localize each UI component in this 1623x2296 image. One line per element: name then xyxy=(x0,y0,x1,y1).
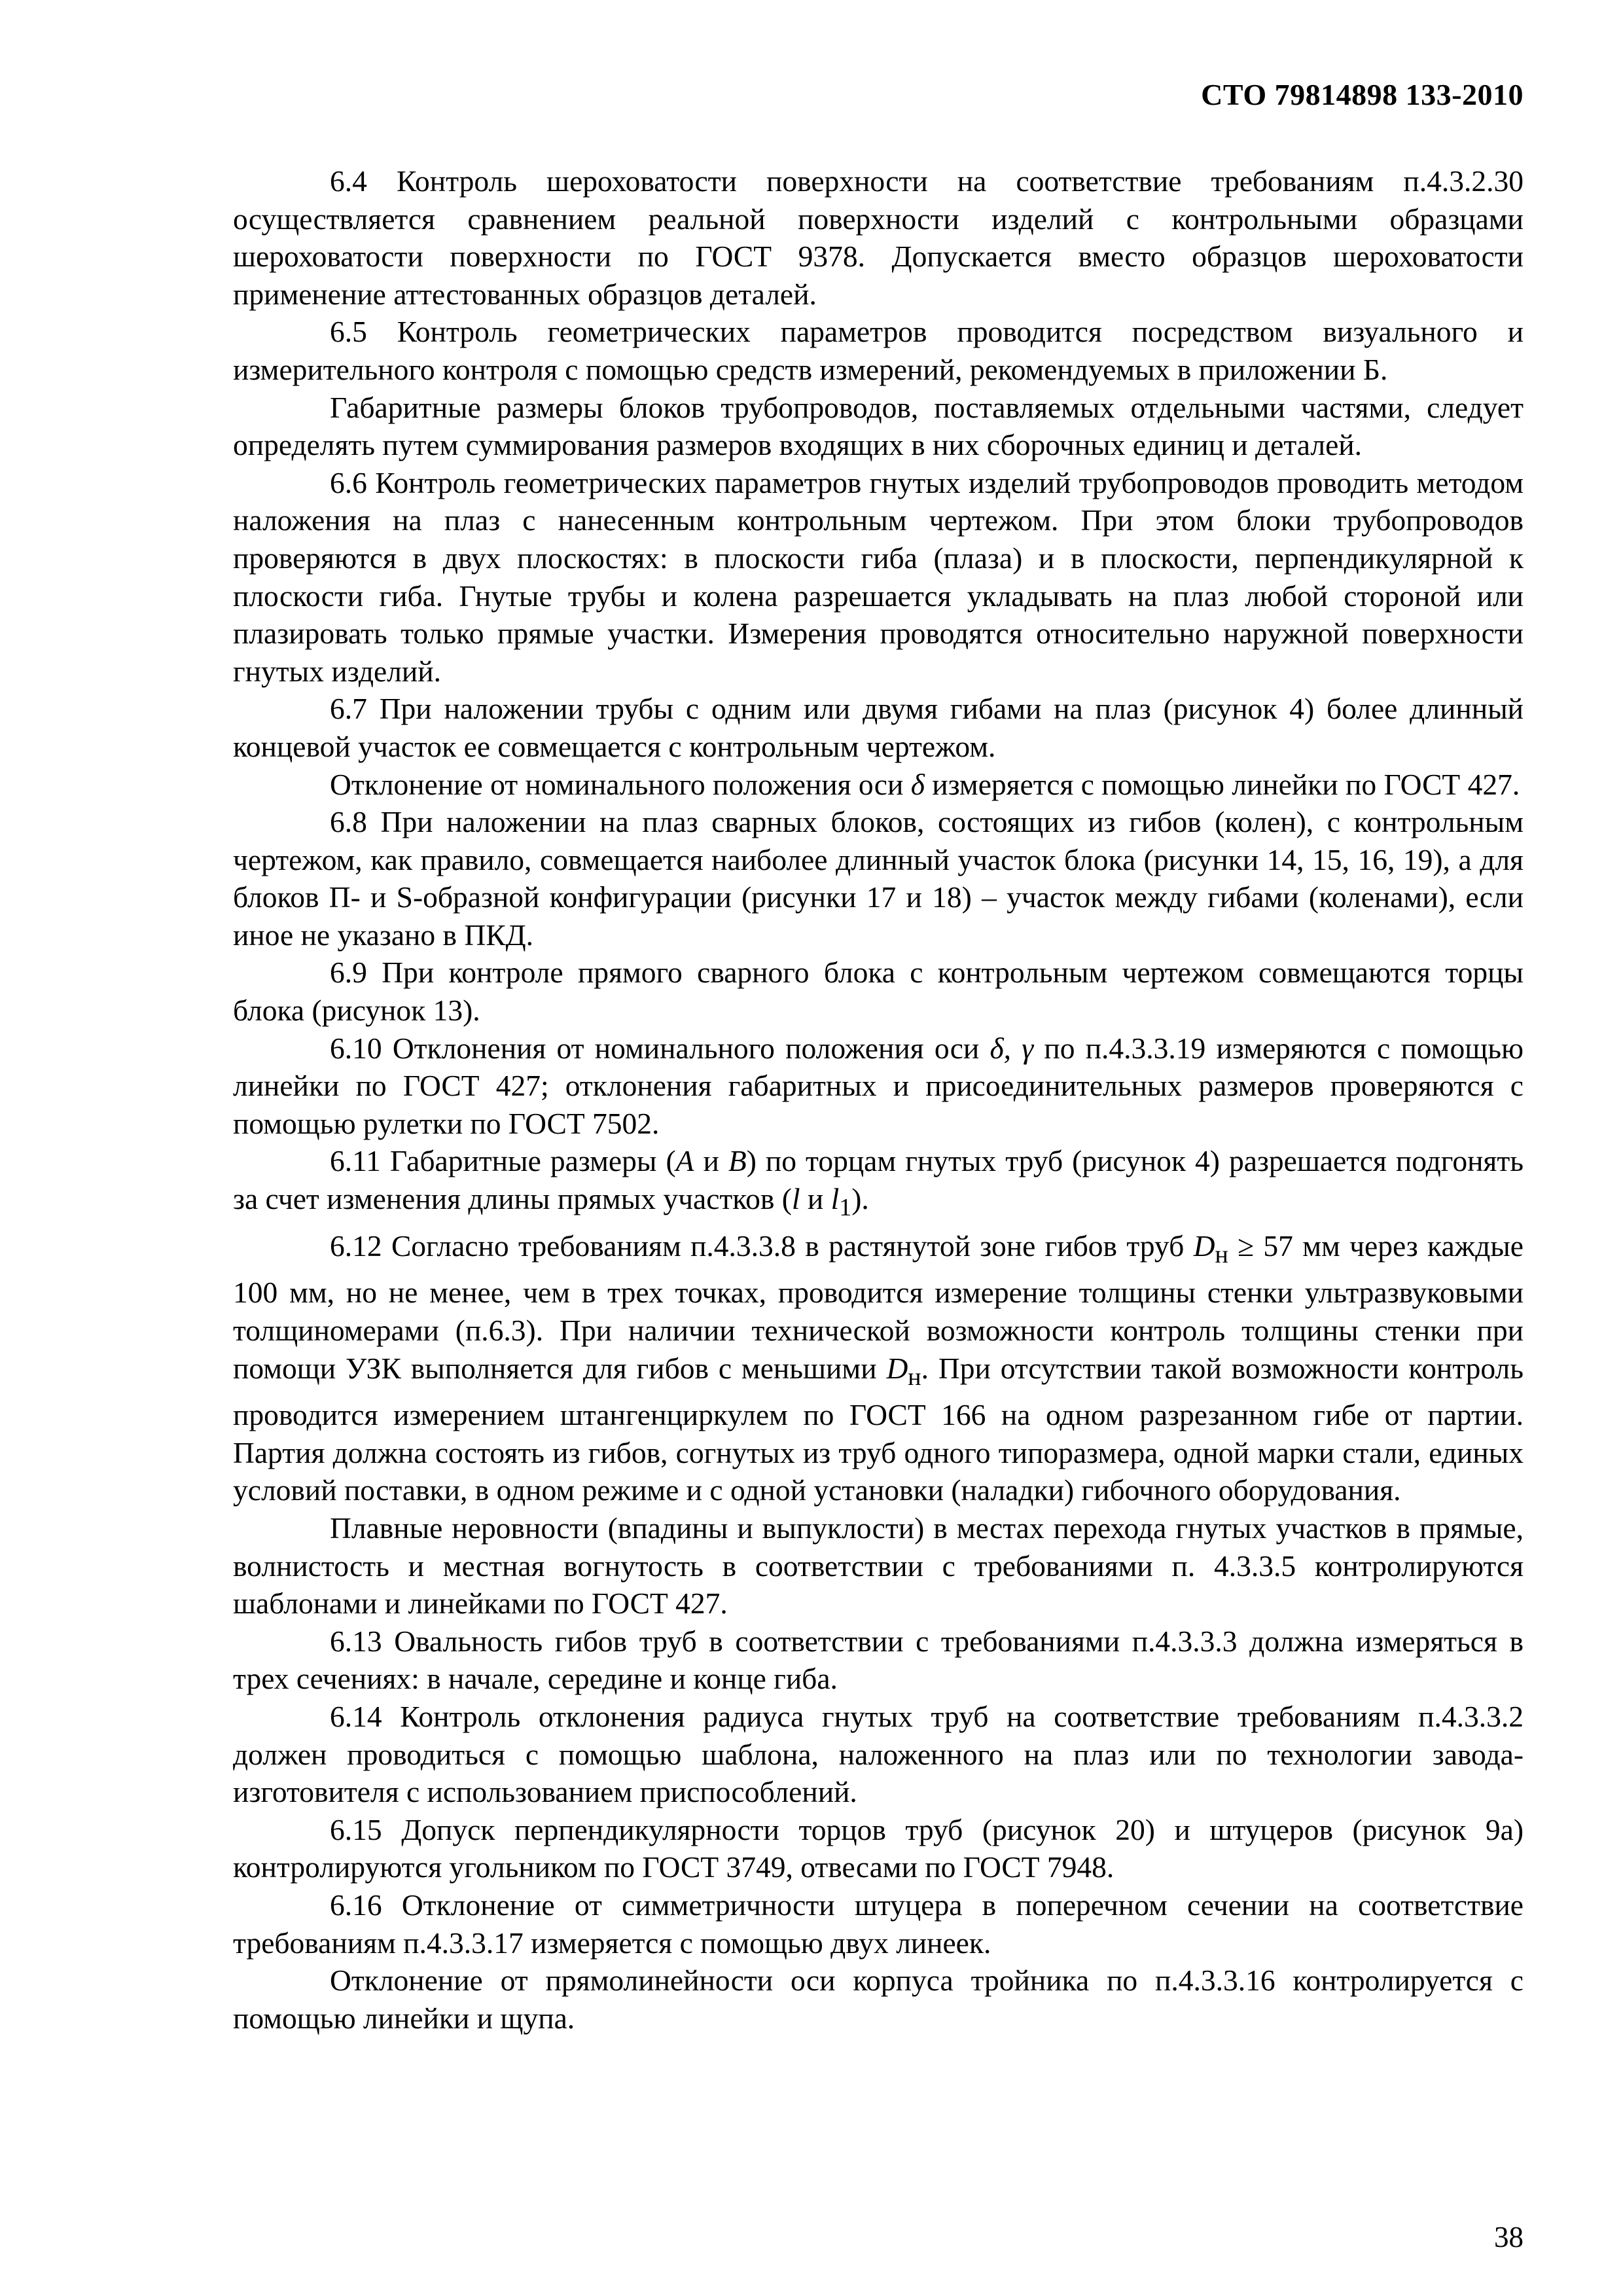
dimension-a-symbol: А xyxy=(675,1144,694,1178)
paragraph-smooth-irregularities: Плавные неровности (впадины и выпуклости) в местах перехода гнутых участков в прямые, волнистость и местная вогнутость в соответствии с требованиями п. 4.3.3.5 контролируются шаблонами и линейками по ГОСТ 427. xyxy=(233,1511,1524,1621)
length-l-symbol: l xyxy=(791,1182,800,1216)
paragraph-6-13: 6.13 Овальность гибов труб в соответствии с требованиями п.4.3.3.3 должна измеряться в трех сечениях: в начале, середине и конце гиба. xyxy=(233,1624,1524,1696)
paragraph-axis-deviation: Отклонение от номинального положения оси δ измеряется с помощью линейки по ГОСТ 427. xyxy=(330,767,1520,801)
paragraph-6-7: 6.7 При наложении трубы с одним или двумя гибами на плаз (рисунок 4) более длинный концевой участок ее совмещается с контрольным чертежом. xyxy=(233,692,1524,763)
paragraph-6-12: 6.12 Согласно требованиям п.4.3.3.8 в растянутой зоне гибов труб $D_н \ge 57$ мм через каждые 100 мм, но не менее, чем в трех точках, проводится измерение толщины стенки ультразвуковыми толщиномерами (п.6.3). При наличии технической возможности контроль толщины стенки при помощи УЗК выполняется для гибов с меньшими $D_н$. При отсутствии такой возможности контроль проводится измерением штангенциркулем по ГОСТ 166 на одном разрезанном гибе от партии. Партия должна состоять из гибов, согнутых из труб одного типоразмера, одной марки стали, единых условий поставки, в одном режиме и с одной установки (наладки) гибочного оборудования. xyxy=(233,1229,1524,1507)
length-l1-symbol: l xyxy=(830,1182,840,1216)
delta-symbol: δ xyxy=(910,767,925,801)
document-body xyxy=(233,162,1524,2037)
paragraph-6-16: 6.16 Отклонение от симметричности штуцера в поперечном сечении на соответствие требованиям п.4.3.3.17 измеряется с помощью двух линеек. xyxy=(233,1888,1524,1960)
subscript-1: 1 xyxy=(839,1194,852,1222)
page-number: 38 xyxy=(1494,2221,1524,2253)
diameter-subscript: н xyxy=(1215,1240,1228,1268)
diameter-symbol: D xyxy=(886,1351,908,1385)
paragraph-6-5: 6.5 Контроль геометрических параметров проводится посредством визуального и измерительного контроля с помощью средств измерений, рекомендуемых в приложении Б. xyxy=(233,315,1524,386)
diameter-subscript: н xyxy=(908,1363,921,1391)
paragraph-6-9: 6.9 При контроле прямого сварного блока с контрольным чертежом совмещаются торцы блока (рисунок 13). xyxy=(233,956,1524,1028)
paragraph-6-6: 6.6 Контроль геометрических параметров гнутых изделий трубопроводов проводить методом наложения на плаз с нанесенным контрольным чертежом. При этом блоки трубопроводов проверяются в двух плоскостях: в плоскости гиба (плаза) и в плоскости, перпендикулярной к плоскости гиба. Гнутые трубы и колена разрешается укладывать на плаз любой стороной или плазировать только прямые участки. Измерения проводятся относительно наружной поверхности гнутых изделий. xyxy=(233,465,1524,688)
paragraph-tee-straightness: Отклонение от прямолинейности оси корпуса тройника по п.4.3.3.16 контролируется с помощью линейки и щупа. xyxy=(233,1964,1524,2035)
diameter-symbol: D xyxy=(1193,1229,1215,1263)
dimension-b-symbol: В xyxy=(728,1144,747,1178)
paragraph-6-4: 6.4 Контроль шероховатости поверхности на соответствие требованиям п.4.3.2.30 осуществляется сравнением реальной поверхности изделий с контрольными образцами шероховатости поверхности по ГОСТ 9378. Допускается вместо образцов шероховатости применение аттестованных образцов деталей. xyxy=(233,164,1524,311)
paragraph-6-10: 6.10 Отклонения от номинального положения оси δ, γ по п.4.3.3.19 измеряются с помощью линейки по ГОСТ 427; отклонения габаритных и присоединительных размеров проверяются с помощью рулетки по ГОСТ 7502. xyxy=(233,1031,1524,1140)
paragraph-6-11: 6.11 Габаритные размеры (А и В) по торцам гнутых труб (рисунок 4) разрешается подгонять за счет изменения длины прямых участков (l и $l_1$). xyxy=(233,1144,1524,1222)
paragraph-6-14: 6.14 Контроль отклонения радиуса гнутых труб на соответствие требованиям п.4.3.3.2 должен проводиться с помощью шаблона, наложенного на плаз или по технологии завода-изготовителя с использованием приспособлений. xyxy=(233,1700,1524,1809)
paragraph-overall-dimensions: Габаритные размеры блоков трубопроводов, поставляемых отдельными частями, следует определять путем суммирования размеров входящих в них сборочных единиц и деталей. xyxy=(233,390,1524,462)
paragraph-6-15: 6.15 Допуск перпендикулярности торцов труб (рисунок 20) и штуцеров (рисунок 9а) контролируются угольником по ГОСТ 3749, отвесами по ГОСТ 7948. xyxy=(233,1812,1524,1884)
delta-gamma-symbols: δ, γ xyxy=(990,1031,1034,1065)
document-code-header: СТО 79814898 133-2010 xyxy=(1201,78,1524,111)
paragraph-6-8: 6.8 При наложении на плаз сварных блоков, состоящих из гибов (колен), с контрольным чертежом, как правило, совмещается наиболее длинный участок блока (рисунки 14, 15, 16, 19), а для блоков П- и S-образной конфигурации (рисунки 17 и 18) – участок между гибами (коленами), если иное не указано в ПКД. xyxy=(233,805,1524,952)
